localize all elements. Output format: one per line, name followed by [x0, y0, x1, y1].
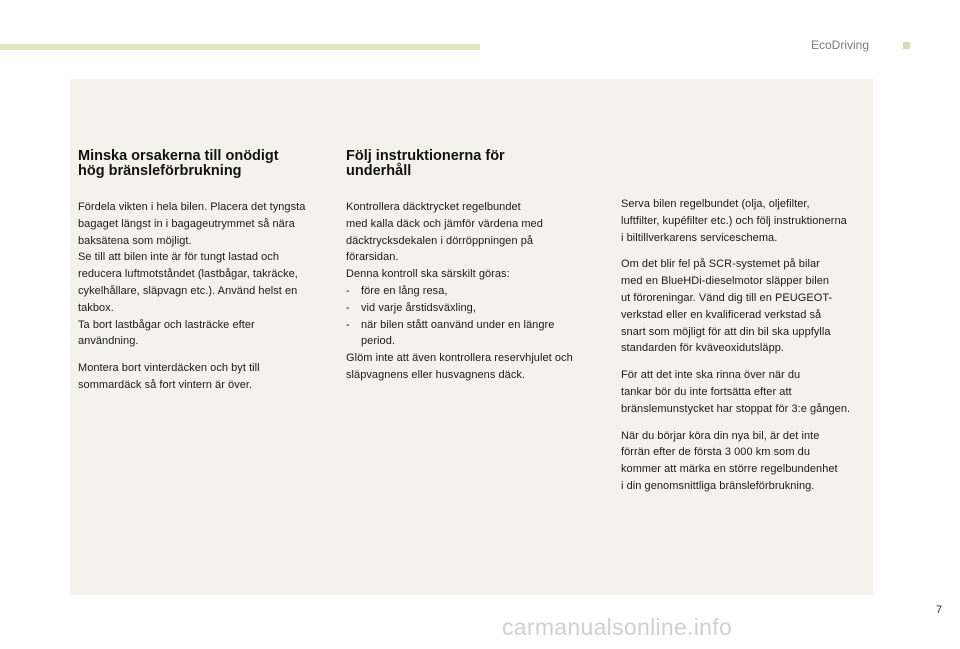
text-line: baksätena som möjligt. [78, 234, 192, 247]
text-line: i biltillverkarens serviceschema. [621, 231, 778, 244]
list-item-text: före en lång resa, [361, 284, 448, 297]
text-line: ut föroreningar. Vänd dig till en PEUGEOT- [621, 291, 833, 304]
paragraph-tyre-pressure [346, 199, 601, 384]
list-item-text: vid varje årstidsväxling, [361, 301, 476, 314]
list-item-continuation: period. [361, 335, 395, 348]
text-line: Denna kontroll ska särskilt göras: [346, 268, 510, 281]
paragraph-load-distribution [78, 199, 328, 350]
content-panel [70, 79, 873, 595]
header-accent-bar [0, 44, 480, 50]
text-line: cykelhållare, släpvagn etc.). Använd helst en [78, 284, 298, 297]
text-line: i din genomsnittliga bränsleförbrukning. [621, 479, 815, 492]
heading-maintenance [346, 149, 601, 179]
text-line: Kontrollera däcktrycket regelbundet [346, 201, 521, 213]
heading-line: underhåll [346, 163, 412, 179]
heading-line: Följ instruktionerna för [346, 148, 505, 164]
paragraph-tyre-change [78, 360, 328, 394]
paragraph-scr-system [621, 256, 871, 357]
text-line: bagaget längst in i bagageutrymmet så nära [78, 217, 295, 230]
text-line: tankar bör du inte fortsätta efter att [621, 385, 792, 398]
text-line: med en BlueHDi-dieselmotor släpper bilen [621, 275, 830, 288]
text-line: För att det inte ska rinna över när du [621, 369, 801, 382]
column-weight-reduction [78, 149, 328, 404]
page-number: 7 [936, 604, 943, 616]
list-item [346, 300, 601, 317]
heading-line: Minska orsakerna till onödigt [78, 148, 279, 164]
paragraph-service [621, 196, 871, 246]
column-maintenance [346, 149, 601, 394]
text-line: verkstad eller en kvalificerad verkstad så [621, 308, 822, 321]
text-line: bränslemunstycket har stoppat för 3:e gången. [621, 402, 851, 415]
text-line: med kalla däck och jämför värdena med [346, 217, 543, 230]
text-line: släpvagnens eller husvagnens däck. [346, 368, 526, 381]
paragraph-new-car [621, 428, 871, 495]
text-line: användning. [78, 335, 139, 348]
list-dash: - [346, 318, 350, 331]
list-dash: - [346, 301, 350, 314]
text-line: sommardäck så fort vintern är över. [78, 378, 253, 391]
list-item [346, 283, 601, 300]
text-line: kommer att märka en större regelbundenhet [621, 463, 838, 476]
text-line: Se till att bilen inte är för tungt lastad och [78, 251, 280, 264]
text-line: snart som möjligt för att din bil ska uppfylla [621, 325, 831, 338]
text-line: reducera luftmotståndet (lastbågar, takräcke, [78, 268, 298, 281]
list-item [346, 317, 601, 334]
text-line: Ta bort lastbågar och lasträcke efter [78, 318, 255, 331]
text-line: När du börjar köra din nya bil, är det inte [621, 429, 820, 442]
list-item-text: när bilen stått oanvänd under en längre [361, 318, 555, 331]
text-line: Glöm inte att även kontrollera reservhjulet och [346, 352, 573, 365]
text-line: Fördela vikten i hela bilen. Placera det tyngsta [78, 201, 306, 213]
section-title: EcoDriving [811, 38, 870, 52]
text-line: Om det blir fel på SCR-systemet på bilar [621, 258, 820, 271]
text-line: däcktrycksdekalen i dörröppningen på [346, 234, 534, 247]
list-dash: - [346, 284, 350, 297]
text-line: takbox. [78, 301, 114, 314]
heading-line: hög bränsleförbrukning [78, 163, 242, 179]
watermark-link[interactable]: carmanualsonline.info [502, 614, 733, 640]
text-line: Serva bilen regelbundet (olja, oljefilter, [621, 198, 810, 210]
text-line: luftfilter, kupéfilter etc.) och följ instruktionerna [621, 214, 847, 227]
text-line: Montera bort vinterdäcken och byt till [78, 362, 260, 375]
heading-reduce-consumption [78, 149, 328, 179]
text-line: förarsidan. [346, 251, 399, 264]
column-service [621, 196, 871, 505]
text-line: förrän efter de första 3 000 km som du [621, 446, 810, 459]
section-marker-icon [903, 42, 910, 49]
text-line: standarden för kväveoxidutsläpp. [621, 342, 785, 355]
paragraph-refuelling [621, 367, 871, 417]
